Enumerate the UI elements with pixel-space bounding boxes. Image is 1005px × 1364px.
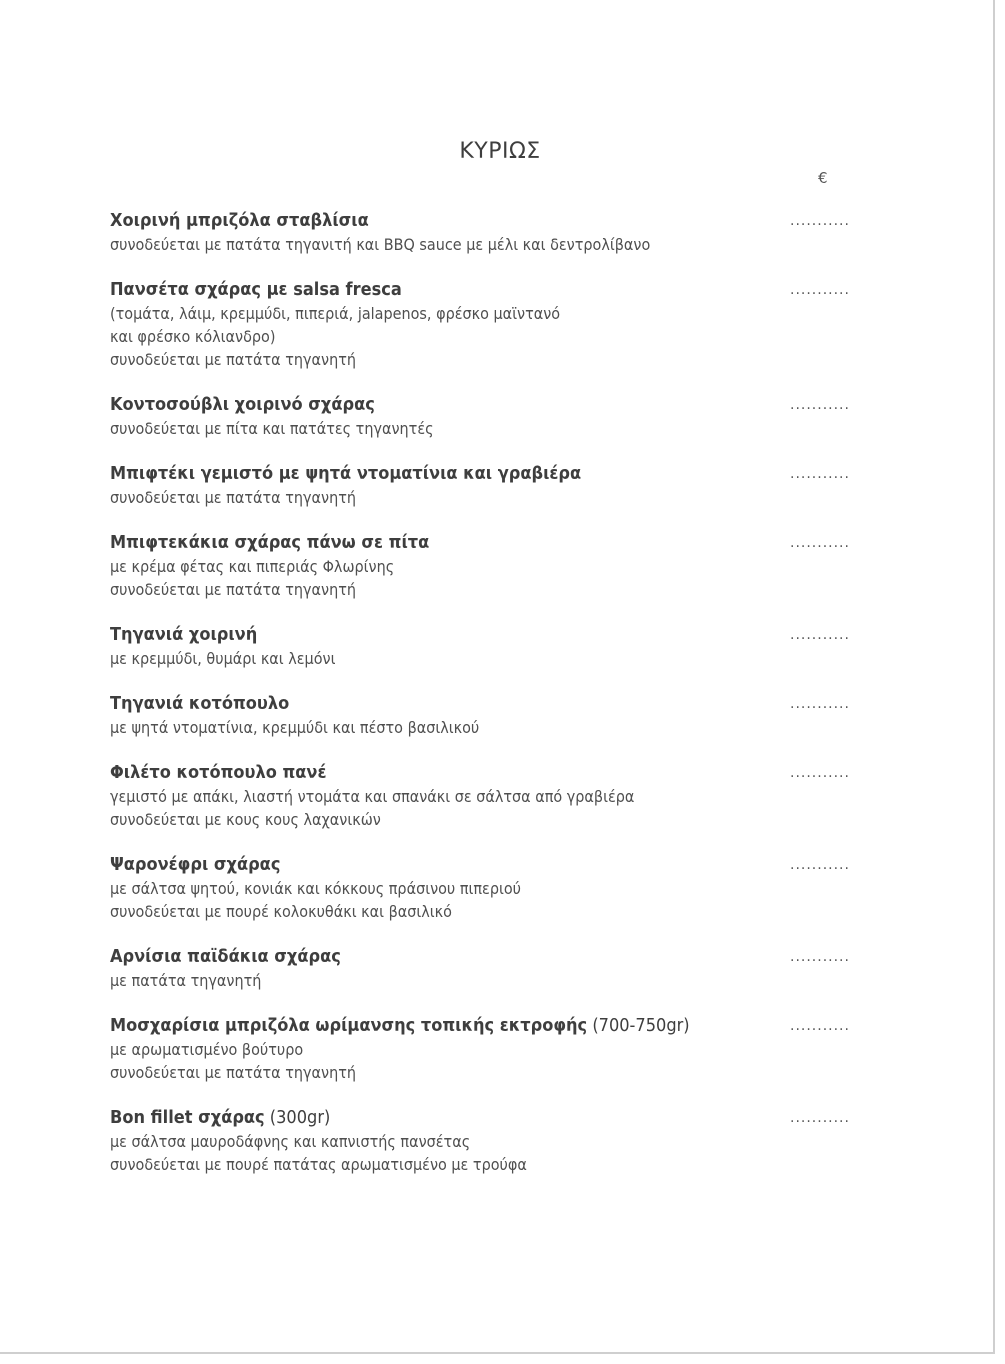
menu-item-name (110, 623, 794, 647)
menu-item-name (110, 761, 794, 785)
menu-item-description: συνοδεύεται με πατάτα τηγανητή (110, 580, 356, 599)
menu-item (110, 945, 850, 992)
menu-item-price: ........... (790, 282, 850, 298)
menu-item (110, 462, 850, 509)
menu-item-price: ........... (790, 1110, 850, 1126)
menu-item (110, 393, 850, 440)
menu-item-description: συνοδεύεται με κους κους λαχανικών (110, 810, 381, 829)
menu-item-description: συνοδεύεται με πίτα και πατάτες τηγανητές (110, 419, 434, 438)
menu-item (110, 761, 850, 831)
menu-item-description: συνοδεύεται με πατάτα τηγανητή (110, 350, 356, 369)
menu-item-price: ........... (790, 397, 850, 413)
menu-item-name (110, 531, 794, 555)
menu-item-name (110, 1106, 794, 1130)
menu-item-title: Μοσχαρίσια μπριζόλα ωρίμανσης τοπικής εκτροφής (110, 1015, 588, 1036)
menu-item-title: Ψαρονέφρι σχάρας (110, 854, 281, 875)
menu-item-title: Φιλέτο κοτόπουλο πανέ (110, 762, 327, 783)
menu-item-price: ........... (790, 1018, 850, 1034)
menu-item-portion: (300gr) (264, 1107, 331, 1128)
menu-item-title: Bon fillet σχάρας (110, 1107, 265, 1128)
menu-list (110, 209, 850, 1198)
menu-item-description: με κρέμα φέτας και πιπεριάς Φλωρίνης (110, 557, 395, 576)
menu-item-name (110, 692, 794, 716)
menu-item-price: ........... (790, 949, 850, 965)
menu-item (110, 209, 850, 256)
menu-item-description: με πατάτα τηγανητή (110, 971, 262, 990)
menu-item-price: ........... (790, 466, 850, 482)
menu-item-description: συνοδεύεται με πατάτα τηγανητή (110, 1063, 356, 1082)
menu-item-title: Τηγανιά κοτόπουλο (110, 693, 290, 714)
menu-item-description: με αρωματισμένο βούτυρο (110, 1040, 304, 1059)
menu-item-portion: (700-750gr) (587, 1015, 690, 1036)
menu-item-description: συνοδεύεται με πατάτα τηγανιτή και BBQ sauce με μέλι και δεντρολίβανο (110, 235, 651, 254)
menu-item-description: με σάλτσα ψητού, κονιάκ και κόκκους πράσινου πιπεριού (110, 879, 521, 898)
menu-item (110, 278, 850, 371)
page-title: ΚΥΡΙΩΣ (459, 139, 541, 164)
menu-item-price: ........... (790, 696, 850, 712)
menu-item (110, 853, 850, 923)
menu-item-price: ........... (790, 627, 850, 643)
menu-item-title: Πανσέτα σχάρας με salsa fresca (110, 279, 402, 300)
menu-item-description: με ψητά ντοματίνια, κρεμμύδι και πέστο βασιλικού (110, 718, 480, 737)
menu-item-price: ........... (790, 213, 850, 229)
menu-item-name (110, 945, 794, 969)
menu-item-price: ........... (790, 535, 850, 551)
menu-item-description: (τομάτα, λάιμ, κρεμμύδι, πιπεριά, jalapenos, φρέσκο μαϊντανό (110, 304, 561, 323)
menu-item-title: Μπιφτεκάκια σχάρας πάνω σε πίτα (110, 532, 430, 553)
menu-item-description: συνοδεύεται με πουρέ πατάτας αρωματισμένο με τρούφα (110, 1155, 527, 1174)
menu-item-price: ........... (790, 765, 850, 781)
menu-item-description: γεμιστό με απάκι, λιαστή ντομάτα και σπανάκι σε σάλτσα από γραβιέρα (110, 787, 635, 806)
menu-item (110, 623, 850, 670)
menu-item-description: με κρεμμύδι, θυμάρι και λεμόνι (110, 649, 336, 668)
menu-item-title: Τηγανιά χοιρινή (110, 624, 258, 645)
menu-item-name (110, 209, 794, 233)
menu-item-price: ........... (790, 857, 850, 873)
menu-item-description: και φρέσκο κόλιανδρο) (110, 327, 276, 346)
currency-symbol: € (818, 169, 828, 187)
menu-item-title: Αρνίσια παϊδάκια σχάρας (110, 946, 341, 967)
menu-item-description: με σάλτσα μαυροδάφνης και καπνιστής πανσέτας (110, 1132, 471, 1151)
menu-item-description: συνοδεύεται με πουρέ κολοκυθάκι και βασιλικό (110, 902, 452, 921)
menu-item-title: Κοντοσούβλι χοιρινό σχάρας (110, 394, 375, 415)
menu-item-title: Μπιφτέκι γεμιστό με ψητά ντοματίνια και γραβιέρα (110, 463, 582, 484)
menu-item-name (110, 853, 794, 877)
menu-item (110, 1014, 850, 1084)
menu-item (110, 692, 850, 739)
menu-item-name (110, 1014, 794, 1038)
menu-item-name (110, 278, 794, 302)
menu-item-name (110, 393, 794, 417)
menu-item-name (110, 462, 794, 486)
menu-item-title: Χοιρινή μπριζόλα σταβλίσια (110, 210, 369, 231)
menu-item (110, 531, 850, 601)
menu-item-description: συνοδεύεται με πατάτα τηγανητή (110, 488, 356, 507)
menu-item (110, 1106, 850, 1176)
